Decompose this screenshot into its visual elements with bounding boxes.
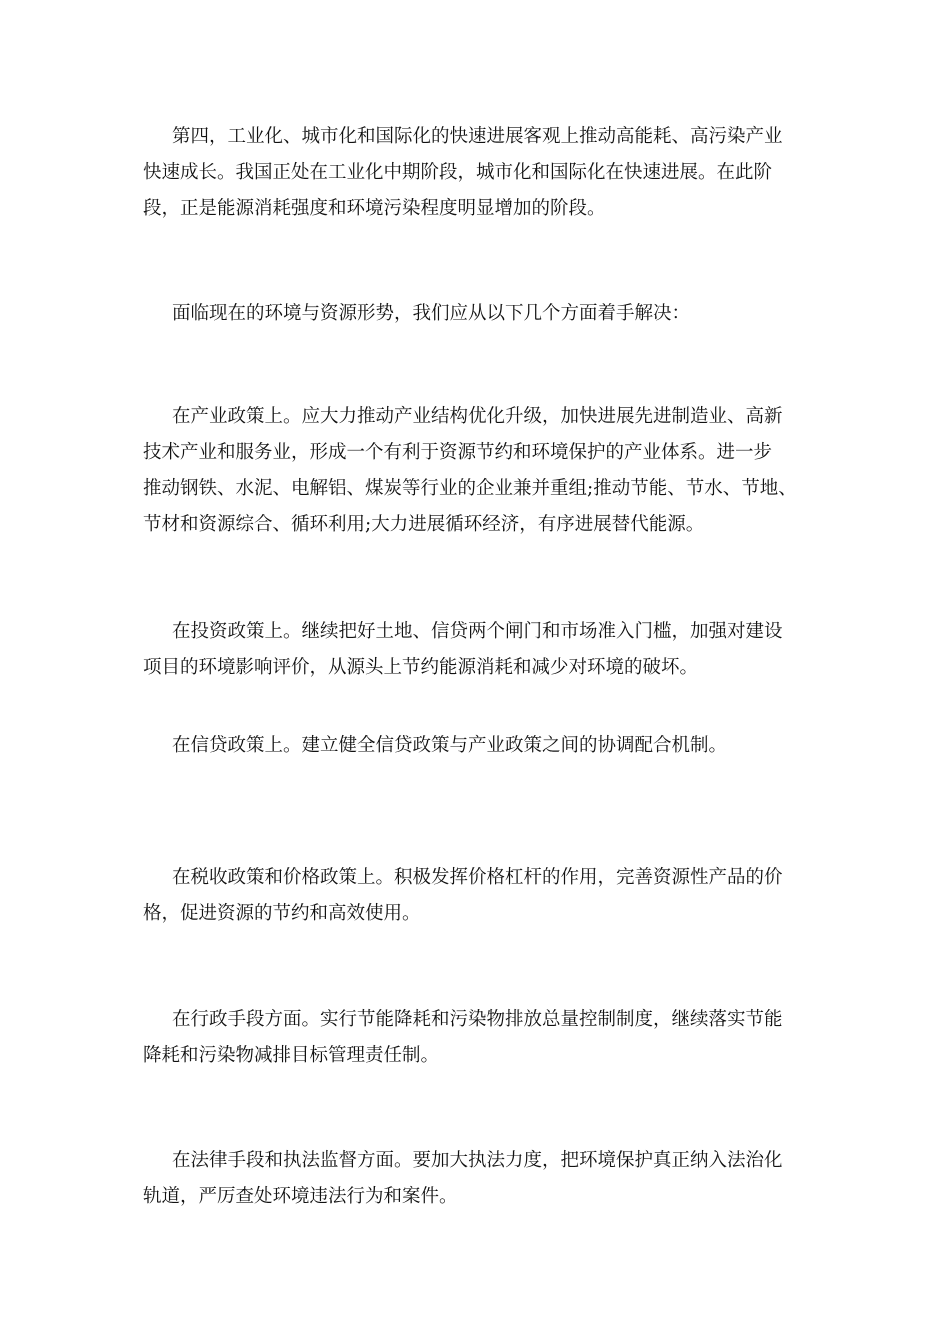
text-line: 节材和资源综合、循环利用;大力进展循环经济，有序进展替代能源。: [143, 514, 705, 535]
text-line: 在行政手段方面。实行节能降耗和污染物排放总量控制制度，继续落实节能: [172, 1009, 783, 1030]
text-line: 在信贷政策上。建立健全信贷政策与产业政策之间的协调配合机制。: [172, 735, 728, 756]
text-line: 面临现在的环境与资源形势，我们应从以下几个方面着手解决：: [172, 303, 691, 324]
text-line: 在投资政策上。继续把好土地、信贷两个闸门和市场准入门槛，加强对建设: [172, 621, 783, 642]
text-line: 格，促进资源的节约和高效使用。: [143, 903, 421, 924]
text-line: 技术产业和服务业，形成一个有利于资源节约和环境保护的产业体系。进一步: [143, 442, 773, 463]
text-line: 段，正是能源消耗强度和环境污染程度明显增加的阶段。: [143, 198, 606, 219]
text-line: 推动钢铁、水泥、电解铝、煤炭等行业的企业兼并重组;推动节能、节水、节地、: [143, 478, 797, 499]
text-line: 第四，工业化、城市化和国际化的快速进展客观上推动高能耗、高污染产业: [172, 126, 783, 147]
text-line: 项目的环境影响评价，从源头上节约能源消耗和减少对环境的破坏。: [143, 657, 699, 678]
text-line: 在产业政策上。应大力推动产业结构优化升级，加快进展先进制造业、高新: [172, 406, 783, 427]
text-line: 快速成长。我国正处在工业化中期阶段，城市化和国际化在快速进展。在此阶: [143, 162, 773, 183]
text-line: 降耗和污染物减排目标管理责任制。: [143, 1045, 440, 1066]
text-line: 在法律手段和执法监督方面。要加大执法力度，把环境保护真正纳入法治化: [172, 1150, 783, 1171]
text-line: 轨道，严厉查处环境违法行为和案件。: [143, 1186, 458, 1207]
text-line: 在税收政策和价格政策上。积极发挥价格杠杆的作用，完善资源性产品的价: [172, 867, 783, 888]
